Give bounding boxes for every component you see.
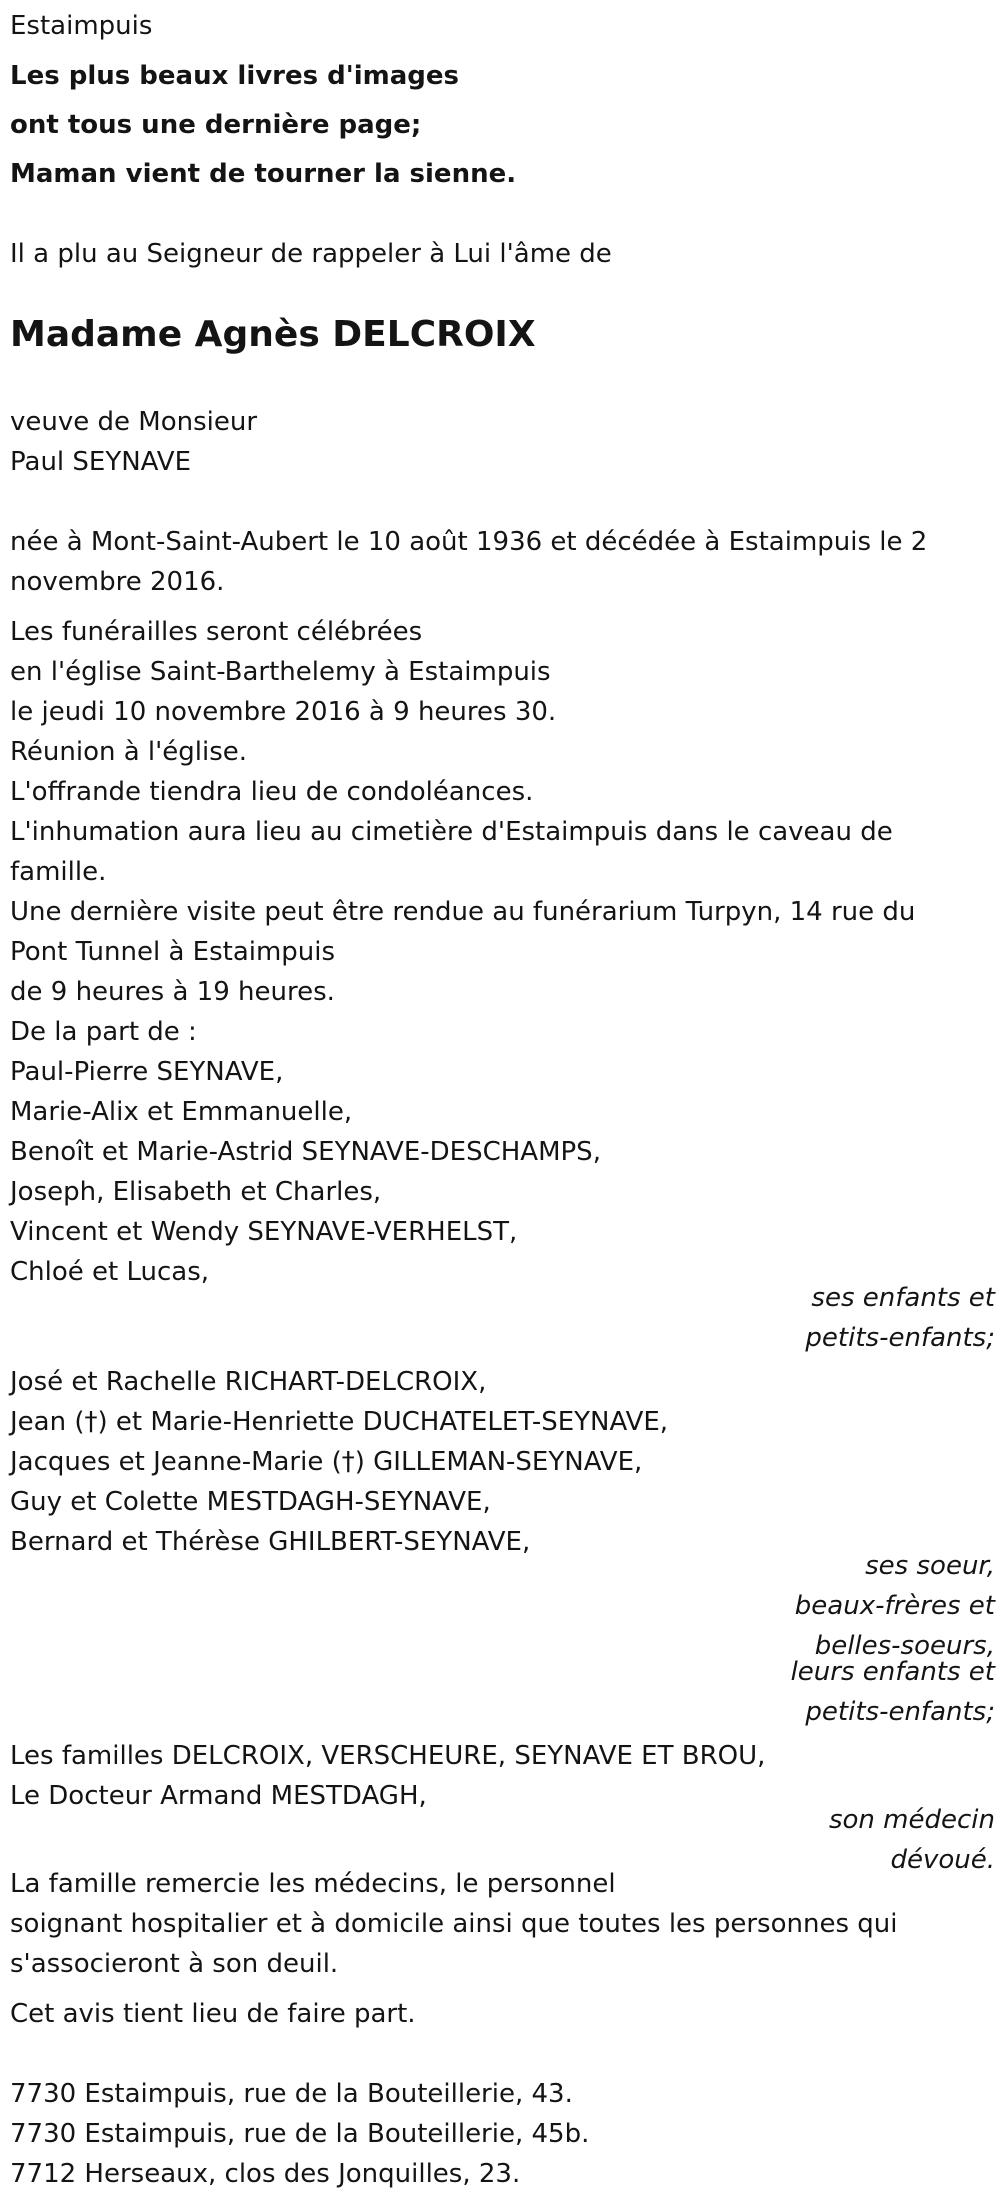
poem-line-2: ont tous une dernière page;: [10, 110, 422, 140]
siblings-role: [10, 1546, 995, 1666]
children-role-text: ses enfants et petits-enfants;: [805, 1283, 995, 1353]
children-line-5: Vincent et Wendy SEYNAVE-VERHELST,: [10, 1217, 518, 1247]
families-line-2: Le Docteur Armand MESTDAGH,: [10, 1781, 427, 1811]
thanks-line-3: s'associeront à son deuil.: [10, 1949, 339, 1979]
siblings-line-4: Guy et Colette MESTDAGH-SEYNAVE,: [10, 1487, 491, 1517]
address-line-3: 7712 Herseaux, clos des Jonquilles, 23.: [10, 2159, 521, 2189]
siblings-line-1: José et Rachelle RICHART-DELCROIX,: [10, 1367, 487, 1397]
siblings-line-5: Bernard et Thérèse GHILBERT-SEYNAVE,: [10, 1527, 531, 1557]
siblings-line-2: Jean (†) et Marie-Henriette DUCHATELET-SEYNAVE,: [10, 1407, 669, 1437]
children-line-6: Chloé et Lucas,: [10, 1257, 210, 1287]
burial-text: L'inhumation aura lieu au cimetière d'Estaimpuis dans le caveau de famille.: [10, 817, 893, 887]
address-line-1: 7730 Estaimpuis, rue de la Bouteillerie, 43.: [10, 2079, 573, 2109]
funeral-line-2: en l'église Saint-Barthelemy à Estaimpuis: [10, 657, 551, 687]
from-label: De la part de :: [10, 1017, 197, 1047]
families-line-1: Les familles DELCROIX, VERSCHEURE, SEYNAVE ET BROU,: [10, 1741, 766, 1771]
children-line-1: Paul-Pierre SEYNAVE,: [10, 1057, 284, 1087]
thanks-line-2: soignant hospitalier et à domicile ainsi que toutes les personnes qui: [10, 1909, 898, 1939]
intro-text: Il a plu au Seigneur de rappeler à Lui l'âme de: [10, 239, 612, 269]
children-role: [10, 1278, 995, 1358]
deceased-name: Madame Agnès DELCROIX: [10, 314, 536, 355]
siblings-role-2-text: leurs enfants et petits-enfants;: [790, 1657, 995, 1727]
announcement-text: Cet avis tient lieu de faire part.: [10, 1999, 416, 2029]
poem-line-1: Les plus beaux livres d'images: [10, 61, 460, 91]
town-header: Estaimpuis: [10, 11, 153, 41]
visit-text: Une dernière visite peut être rendue au funérarium Turpyn, 14 rue du Pont Tunnel à Estaimpuis: [10, 897, 916, 967]
thanks-line-1: La famille remercie les médecins, le personnel: [10, 1869, 616, 1899]
siblings-role-2: [10, 1652, 995, 1732]
funeral-line-4: Réunion à l'église.: [10, 737, 248, 767]
birth-death-text: née à Mont-Saint-Aubert le 10 août 1936 et décédée à Estaimpuis le 2 novembre 2016.: [10, 527, 928, 597]
funeral-line-5: L'offrande tiendra lieu de condoléances.: [10, 777, 534, 807]
poem-line-3: Maman vient de tourner la sienne.: [10, 159, 517, 189]
address-line-2: 7730 Estaimpuis, rue de la Bouteillerie, 45b.: [10, 2119, 590, 2149]
children-line-2: Marie-Alix et Emmanuelle,: [10, 1097, 353, 1127]
children-line-4: Joseph, Elisabeth et Charles,: [10, 1177, 382, 1207]
visit-hours: de 9 heures à 19 heures.: [10, 977, 335, 1007]
doctor-role-text: son médecin dévoué.: [828, 1805, 995, 1875]
children-line-3: Benoît et Marie-Astrid SEYNAVE-DESCHAMPS,: [10, 1137, 601, 1167]
funeral-line-3: le jeudi 10 novembre 2016 à 9 heures 30.: [10, 697, 557, 727]
siblings-role-text: ses soeur, beaux-frères et belles-soeurs,: [794, 1551, 995, 1661]
siblings-line-3: Jacques et Jeanne-Marie (†) GILLEMAN-SEYNAVE,: [10, 1447, 643, 1477]
spouse-name: Paul SEYNAVE: [10, 447, 192, 477]
widow-of-label: veuve de Monsieur: [10, 407, 258, 437]
funeral-line-1: Les funérailles seront célébrées: [10, 617, 423, 647]
